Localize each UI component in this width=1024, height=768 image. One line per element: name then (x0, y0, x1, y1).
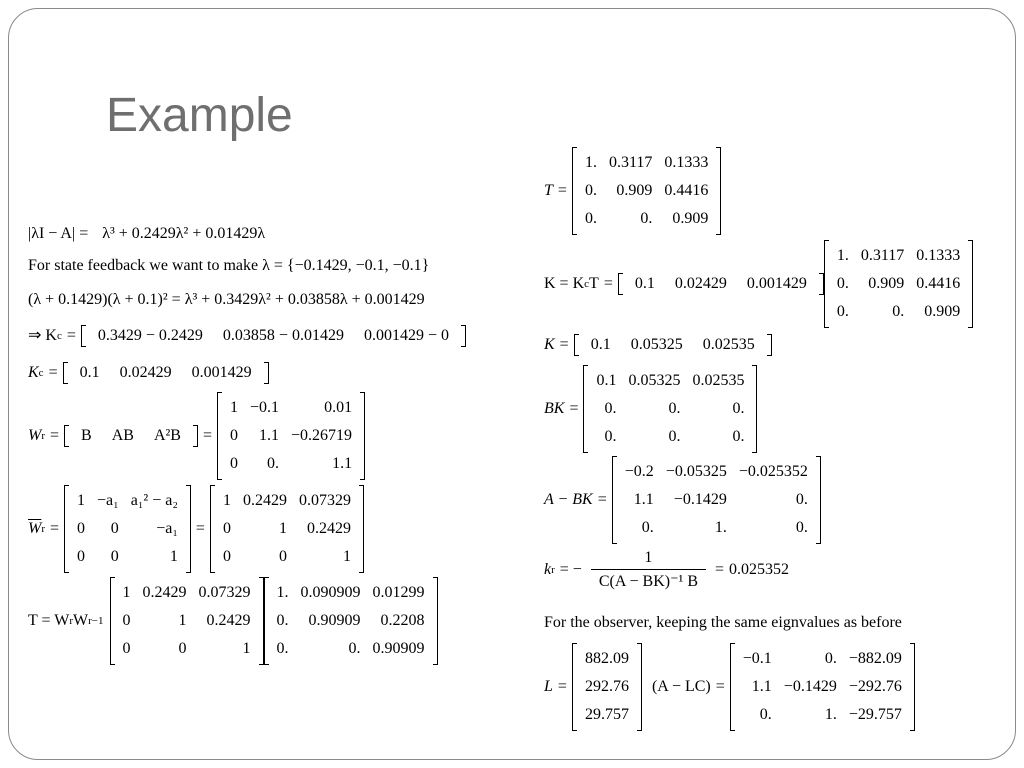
t-matrix-1: 1 0.2429 0.07329 0 1 0.2429 0 0 1 (110, 577, 264, 665)
bk-matrix: 0.1 0.05325 0.02535 0. 0. 0. 0. 0. 0. (583, 365, 757, 453)
wrbar-equation: $\overline{W}$ r = 1 −a₁ a₁² − a₂ 0 0 −a₁ 0 0 1 = 1 0.2429 0.07329 0 1 0.2429 0 0 1 (28, 485, 364, 573)
k-vector: 0.1 0.05325 0.02535 (574, 334, 772, 356)
l-equation: L = 882.09 292.76 29.757 (A − LC) = −0.1 0. −882.09 1.1 −0.1429 −292.76 0. 1. −29.757 (544, 643, 915, 731)
observer-text: For the observer, keeping the same eignvalues as before (544, 614, 902, 631)
k-kt-matrix: 1. 0.3117 0.1333 0. 0.909 0.4416 0. 0. 0.909 (824, 240, 973, 328)
kc-expr-lhs: ⇒ K (28, 327, 57, 344)
wrbar-symbolic-matrix: 1 −a₁ a₁² − a₂ 0 0 −a₁ 0 0 1 (64, 485, 191, 573)
kr-fraction: $\frac{1}{\text{C(A − BK)⁻¹ B}}$ (591, 550, 706, 590)
char-poly-lhs: |λI − A| = (28, 225, 89, 242)
desired-poly: (λ + 0.1429)(λ + 0.1)² = λ³ + 0.3429λ² + 0.03858λ + 0.001429 (28, 291, 425, 308)
wr-matrix: 1 −0.1 0.01 0 1.1 −0.26719 0 0. 1.1 (217, 392, 365, 480)
t-matrix-2: 1. 0.090909 0.01299 0. 0.90909 0.2208 0. 0. 0.90909 (264, 577, 438, 665)
kr-equation: k r = − $\frac{1}{\text{C(A − BK)⁻¹ B}}$ = 0.025352 (544, 549, 790, 590)
k-result: K = 0.1 0.05325 0.02535 (544, 334, 772, 356)
wrbar-numeric-matrix: 1 0.2429 0.07329 0 1 0.2429 0 0 1 (210, 485, 364, 573)
abk-equation: A − BK = −0.2 −0.05325 −0.025352 1.1 −0.1429 0. 0. 1. 0. (544, 456, 821, 544)
kc-expr-vector: 0.3429 − 0.2429 0.03858 − 0.01429 0.001429 − 0 (81, 325, 466, 347)
abk-matrix: −0.2 −0.05325 −0.025352 1.1 −0.1429 0. 0. 1. 0. (612, 456, 821, 544)
l-vector: 882.09 292.76 29.757 (572, 643, 642, 731)
bk-equation: BK = 0.1 0.05325 0.02535 0. 0. 0. 0. 0. 0. (544, 365, 757, 453)
t-equation: T = W r W r −1 1 0.2429 0.07329 0 1 0.2429 0 0 1 1. 0.090909 0.01299 0. 0.90909 0.2208 0. 0. 0.90909 (28, 577, 438, 665)
char-poly-rhs: λ³ + 0.2429λ² + 0.01429λ (102, 225, 266, 242)
char-poly (28, 226, 265, 242)
kc-expr-sub: c (56, 329, 62, 342)
t-result: T = 1. 0.3117 0.1333 0. 0.909 0.4416 0. 0. 0.909 (544, 147, 721, 235)
k-kt-vector: 0.1 0.02429 0.001429 (618, 273, 824, 295)
state-feedback-text: For state feedback we want to make λ = {−0.1429, −0.1, −0.1} (28, 257, 430, 274)
wr-equation: W r = B AB A²B = 1 −0.1 0.01 0 1.1 −0.26719 0 0. 1.1 (28, 392, 365, 480)
alc-matrix: −0.1 0. −882.09 1.1 −0.1429 −292.76 0. 1. −29.757 (730, 643, 915, 731)
kc-vector: 0.1 0.02429 0.001429 (63, 362, 269, 384)
t-result-matrix: 1. 0.3117 0.1333 0. 0.909 0.4416 0. 0. 0.909 (572, 147, 721, 235)
wr-vector: B AB A²B (64, 425, 198, 447)
slide-title: Example (106, 89, 293, 142)
kc-result: K c = 0.1 0.02429 0.001429 (28, 362, 269, 384)
k-kt-equation: K = K c T = 0.1 0.02429 0.001429 1. 0.3117 0.1333 0. 0.909 0.4416 0. 0. 0.909 (544, 240, 973, 328)
kc-expression: ⇒ K c = 0.3429 − 0.2429 0.03858 − 0.01429 0.001429 − 0 (28, 325, 466, 347)
